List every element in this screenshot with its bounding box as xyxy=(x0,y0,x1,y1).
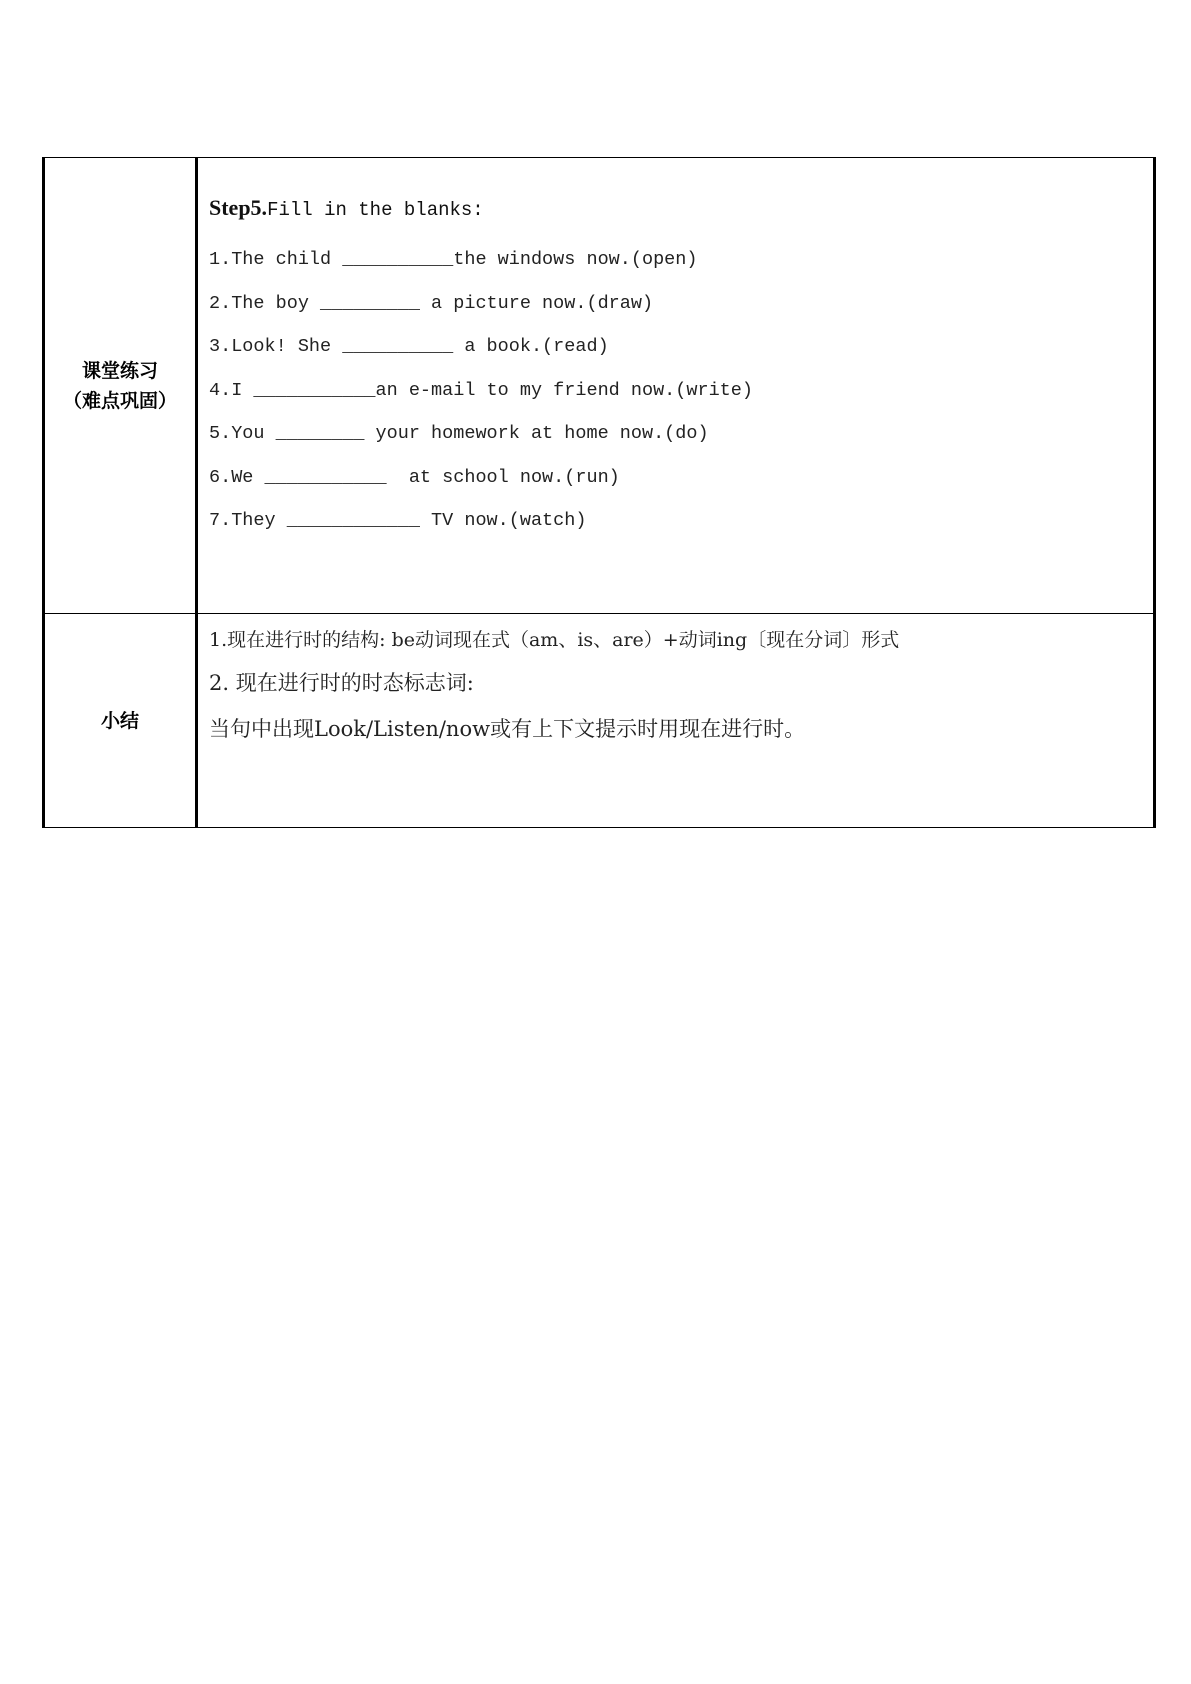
question-2: 2.The boy _________ a picture now.(draw) xyxy=(209,292,654,314)
question-5: 5.You ________ your homework at home now.(do) xyxy=(209,423,709,444)
summary-content-cell xyxy=(197,614,1155,828)
step-title-bold: Step5. xyxy=(209,195,268,220)
question-7: 7.They ____________ TV now.(watch) xyxy=(209,510,587,531)
practice-row xyxy=(44,158,1155,614)
summary-line-3: 当句中出现Look/Listen/now或有上下文提示时用现在进行时。 xyxy=(209,717,806,741)
practice-label-line2: （难点巩固） xyxy=(62,389,177,412)
practice-content-cell xyxy=(197,158,1155,614)
lesson-table xyxy=(42,157,1156,828)
question-6: 6.We ___________ at school now.(run) xyxy=(209,466,620,488)
question-4: 4.I ___________an e-mail to my friend now.(write) xyxy=(209,379,753,401)
summary-label-cell xyxy=(44,614,197,828)
summary-row xyxy=(44,614,1155,828)
question-3: 3.Look! She __________ a book.(read) xyxy=(209,336,609,357)
practice-label-cell xyxy=(44,158,197,614)
practice-label-line1: 课堂练习 xyxy=(81,359,158,382)
exercise-block xyxy=(198,158,1153,543)
summary-label: 小结 xyxy=(100,709,139,732)
step-title xyxy=(209,194,1153,224)
summary-line-1: 1.现在进行时的结构: be动词现在式（am、is、are）+动词ing〔现在分词〕形式 xyxy=(209,629,900,651)
question-1: 1.The child __________the windows now.(open) xyxy=(209,249,698,270)
summary-line-2: 2. 现在进行时的时态标志词: xyxy=(209,671,474,695)
step-title-text: Fill in the blanks: xyxy=(267,199,484,221)
summary-block xyxy=(198,614,1153,752)
